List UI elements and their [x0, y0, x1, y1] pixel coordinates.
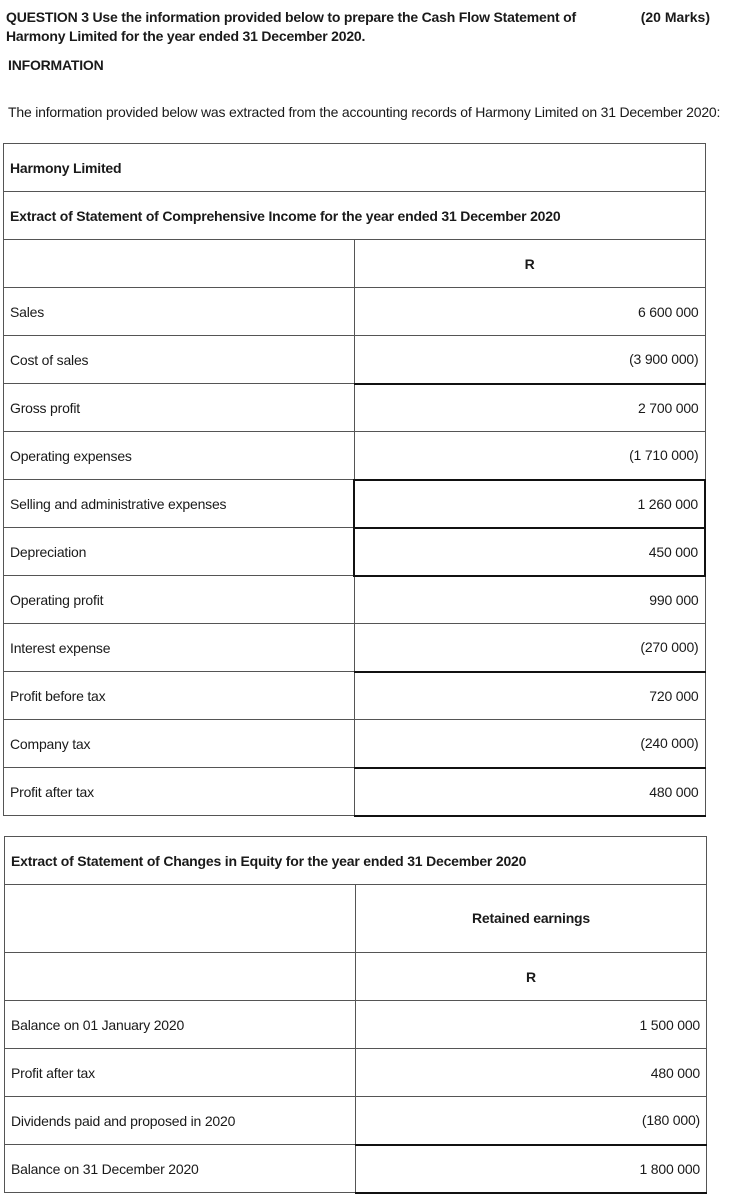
row-value: 480 000 [354, 768, 705, 816]
table-row [4, 576, 706, 624]
blank-cell [5, 885, 356, 953]
question-marks: (20 Marks) [640, 9, 710, 25]
row-value: 1 260 000 [354, 480, 705, 528]
table-row [4, 720, 706, 768]
currency-header: R [356, 953, 707, 1001]
table-row [5, 1001, 707, 1049]
row-value: 1 500 000 [356, 1001, 707, 1049]
row-label: Gross profit [4, 384, 355, 432]
row-value: (180 000) [356, 1097, 707, 1145]
row-label: Cost of sales [4, 336, 355, 384]
equity-title-row [5, 837, 707, 885]
row-value: 720 000 [354, 672, 705, 720]
row-label: Sales [4, 288, 355, 336]
blank-cell [4, 240, 355, 288]
row-value: 6 600 000 [354, 288, 705, 336]
column-header-row [5, 885, 707, 953]
intro-text: The information provided below was extracted from the accounting records of Harmony Limited on 31 December 2020: [8, 104, 721, 120]
table-row [5, 1145, 707, 1193]
table-row [5, 1097, 707, 1145]
table-row [4, 288, 706, 336]
row-value: 990 000 [354, 576, 705, 624]
table-row [4, 480, 706, 528]
income-statement-table [3, 143, 706, 817]
row-label: Operating profit [4, 576, 355, 624]
row-value: 480 000 [356, 1049, 707, 1097]
row-label: Profit after tax [4, 768, 355, 816]
row-value: 450 000 [354, 528, 705, 576]
income-statement-title: Extract of Statement of Comprehensive Income for the year ended 31 December 2020 [4, 192, 706, 240]
question-title: QUESTION 3 Use the information provided below to prepare the Cash Flow Statement of Harmony Limited for the year ended 31 December 2020. [6, 9, 576, 44]
currency-row [4, 240, 706, 288]
table-row [4, 528, 706, 576]
row-value: (240 000) [354, 720, 705, 768]
row-value: 2 700 000 [354, 384, 705, 432]
row-label: Balance on 31 December 2020 [5, 1145, 356, 1193]
income-title-row [4, 192, 706, 240]
table-row [4, 432, 706, 480]
row-value: (3 900 000) [354, 336, 705, 384]
row-label: Dividends paid and proposed in 2020 [5, 1097, 356, 1145]
row-label: Interest expense [4, 624, 355, 672]
row-value: (270 000) [354, 624, 705, 672]
blank-cell [5, 953, 356, 1001]
row-value: (1 710 000) [354, 432, 705, 480]
table-row [5, 1049, 707, 1097]
retained-earnings-header: Retained earnings [356, 885, 707, 953]
equity-statement-title: Extract of Statement of Changes in Equity for the year ended 31 December 2020 [5, 837, 707, 885]
table-row [4, 624, 706, 672]
row-label: Operating expenses [4, 432, 355, 480]
currency-header: R [354, 240, 705, 288]
table-row [4, 672, 706, 720]
equity-statement-table [4, 836, 707, 1194]
table-row [4, 336, 706, 384]
table-row [4, 768, 706, 816]
company-row [4, 144, 706, 192]
row-label: Profit after tax [5, 1049, 356, 1097]
table-row [4, 384, 706, 432]
currency-row [5, 953, 707, 1001]
information-heading: INFORMATION [8, 57, 104, 73]
company-name: Harmony Limited [4, 144, 706, 192]
row-label: Company tax [4, 720, 355, 768]
row-label: Depreciation [4, 528, 355, 576]
row-value: 1 800 000 [356, 1145, 707, 1193]
row-label: Selling and administrative expenses [4, 480, 355, 528]
row-label: Profit before tax [4, 672, 355, 720]
row-label: Balance on 01 January 2020 [5, 1001, 356, 1049]
